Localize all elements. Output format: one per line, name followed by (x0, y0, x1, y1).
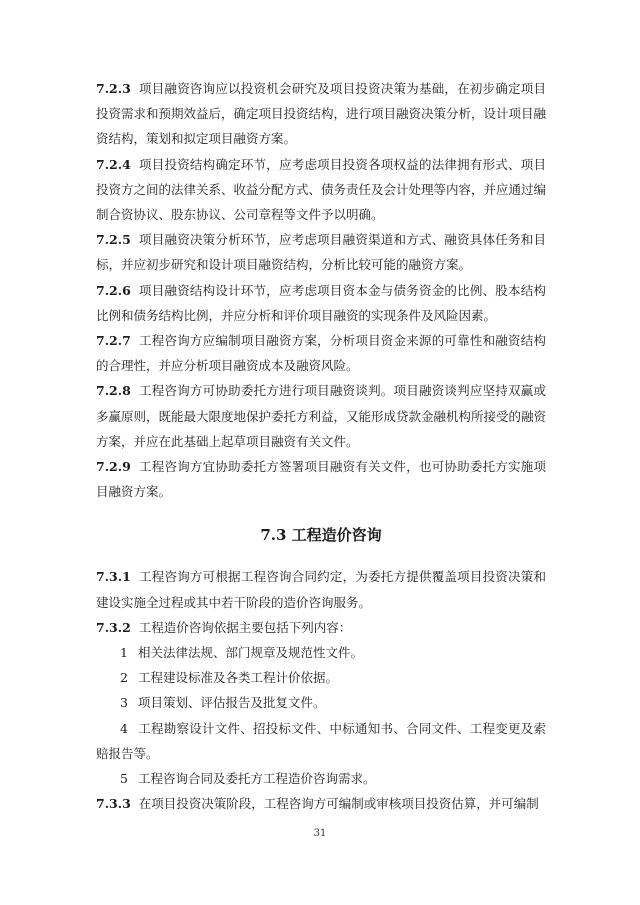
clause-number: 7.2.8 (96, 383, 131, 399)
page-content (96, 76, 546, 816)
clause-text: 在项目投资决策阶段，工程咨询方可编制或审核项目投资估算，并可编制 (138, 796, 539, 812)
item-number: 4 (120, 720, 128, 736)
item-text: 工程咨询合同及委托方工程造价咨询需求。 (137, 771, 376, 787)
item-number: 1 (120, 645, 128, 661)
clause-text: 工程咨询方可协助委托方进行项目融资谈判。项目融资谈判应坚持双赢或多赢原则，既能最大限度地保护委托方利益，又能形成贷款金融机构所接受的融资方案，并应在此基础上起草项目融资有关文件。 (96, 383, 547, 449)
clause-text: 项目融资咨询应以投资机会研究及项目投资决策为基础，在初步确定项目投资需求和预期效益后，确定项目投资结构，进行项目融资决策分析，设计项目融资结构，策划和拟定项目融资方案。 (96, 81, 547, 147)
clause-number: 7.2.9 (96, 459, 131, 475)
list-item (96, 766, 546, 791)
clause-text: 项目投资结构确定环节，应考虑项目投资各项权益的法律拥有形式、项目投资方之间的法律关系、收益分配方式、债务责任及会计处理等内容，并应通过编制合资协议、股东协议、公司章程等文件予以明确。 (96, 156, 547, 223)
item-text: 项目策划、评估报告及批复文件。 (137, 695, 326, 711)
list-item (96, 640, 546, 665)
clause-number: 7.2.6 (96, 282, 131, 298)
clause-number: 7.3.1 (96, 569, 131, 585)
clause-text: 工程咨询方宜协助委托方签署项目融资有关文件，也可协助委托方实施项目融资方案。 (96, 459, 546, 500)
clause-text: 工程咨询方应编制项目融资方案，分析项目资金来源的可靠性和融资结构的合理性，并应分析项目融资成本及融资风险。 (96, 333, 546, 374)
clause-text: 工程咨询方可根据工程咨询合同约定，为委托方提供覆盖项目投资决策和建设实施全过程或其中若干阶段的造价咨询服务。 (96, 569, 546, 610)
clause-7-3-3 (96, 791, 546, 816)
item-text: 相关法律法规、部门规章及规范性文件。 (137, 645, 363, 661)
clause-number: 7.2.4 (96, 156, 131, 172)
clause-7-2-7 (96, 328, 546, 378)
clause-text: 项目融资结构设计环节，应考虑项目资本金与债务资金的比例、股本结构比例和债务结构比例，并应分析和评价项目融资的实现条件及风险因素。 (96, 282, 546, 323)
clause-7-3-2 (96, 615, 546, 640)
clause-number: 7.3.2 (96, 619, 131, 635)
clause-7-2-6 (96, 278, 546, 328)
clause-7-2-3 (96, 76, 546, 152)
clause-number: 7.2.5 (96, 232, 131, 248)
clause-text: 工程造价咨询依据主要包括下列内容： (138, 619, 352, 635)
item-text: 工程勘察设计文件、招投标文件、中标通知书、合同文件、工程变更及索赔报告等。 (96, 720, 546, 761)
clause-number: 7.2.3 (96, 81, 131, 96)
clause-7-2-5 (96, 227, 546, 277)
list-item (96, 716, 546, 766)
item-number: 5 (120, 771, 128, 787)
section-heading: 7.3 工程造价咨询 (260, 526, 382, 545)
item-text: 工程建设标准及各类工程计价依据。 (137, 670, 338, 686)
clause-7-2-4 (96, 152, 546, 228)
item-number: 2 (120, 670, 128, 686)
list-item (96, 665, 546, 690)
clause-number: 7.3.3 (96, 796, 131, 812)
clause-7-2-9 (96, 454, 546, 504)
clause-7-3-1 (96, 564, 546, 614)
item-number: 3 (120, 695, 128, 711)
clause-7-2-8 (96, 378, 546, 454)
page-number: 31 (313, 828, 327, 839)
clause-number: 7.2.7 (96, 333, 131, 349)
list-item (96, 690, 546, 715)
clause-text: 项目融资决策分析环节，应考虑项目融资渠道和方式、融资具体任务和目标，并应初步研究和设计项目融资结构，分析比较可能的融资方案。 (96, 232, 546, 273)
